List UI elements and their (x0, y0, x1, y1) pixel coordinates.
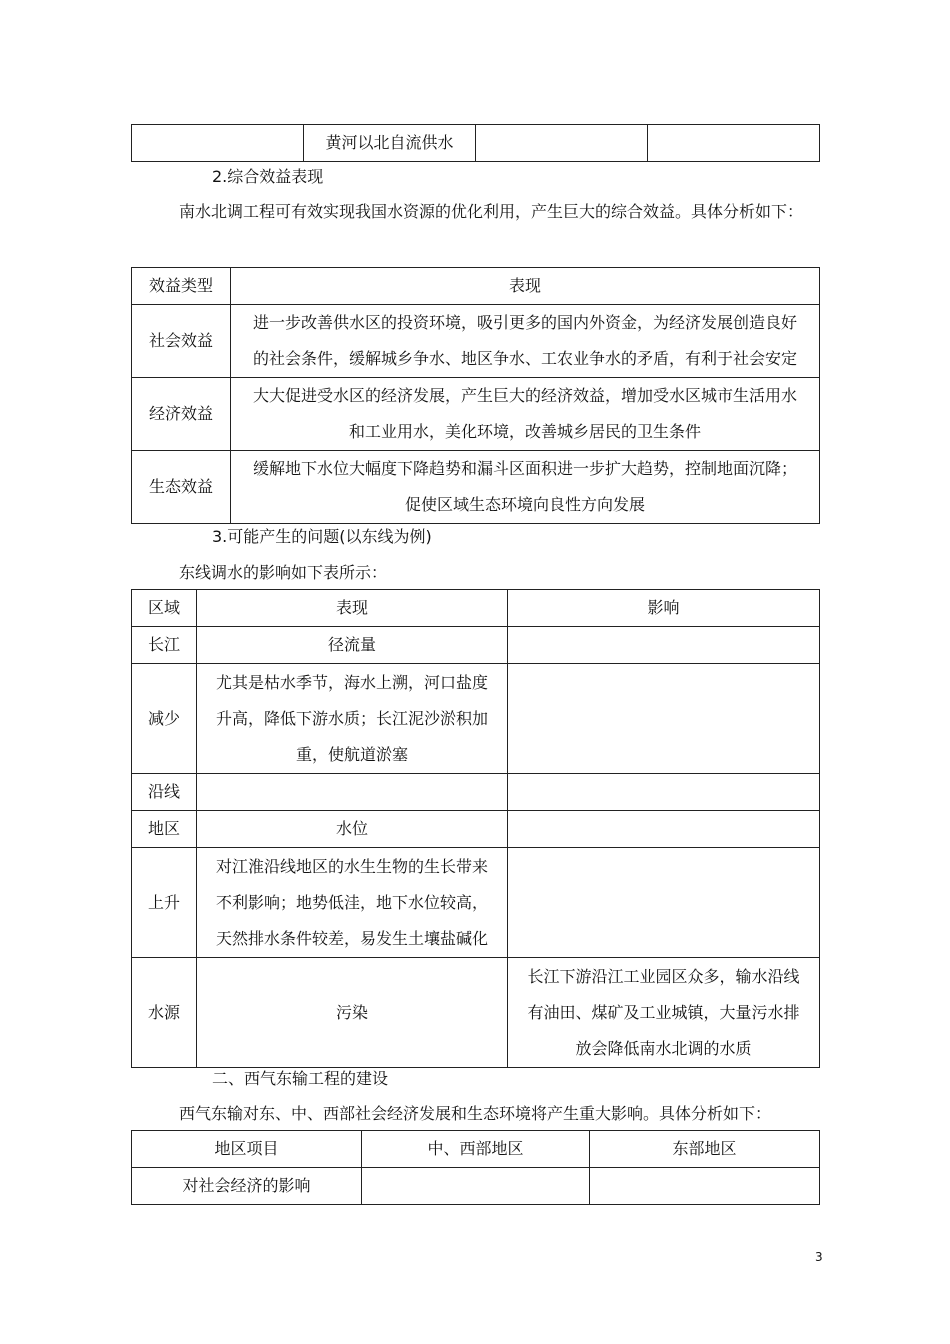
benefit-type: 生态效益 (132, 451, 231, 524)
section-intro: 西气东输对东、中、西部社会经济发展和生态环境将产生重大影响。具体分析如下： (179, 1104, 772, 1123)
region-cell: 地区 (132, 811, 197, 848)
region-cell: 上升 (132, 848, 197, 958)
table-header: 中、西部地区 (362, 1131, 590, 1168)
text-line: 进一步改善供水区的投资环境，吸引更多的国内外资金，为经济发展创造良好 (252, 313, 797, 332)
text-line: 水位 (335, 819, 368, 838)
text-line: 和工业用水，美化环境，改善城乡居民的卫生条件 (348, 422, 701, 441)
benefit-description (231, 451, 820, 524)
gas-pipeline-table (131, 1130, 820, 1205)
benefit-table (131, 267, 820, 524)
performance-cell (197, 664, 508, 774)
benefit-type: 经济效益 (132, 378, 231, 451)
region-cell: 长江 (132, 627, 197, 664)
table-cell (362, 1168, 590, 1205)
text-line: 不利影响；地势低洼，地下水位较高， (215, 892, 488, 912)
text-line: 的社会条件，缓解城乡争水、地区争水、工农业争水的矛盾，有利于社会安定 (252, 349, 797, 368)
table-header: 表现 (197, 590, 508, 627)
text-line: 放会降低南水北调的水质 (575, 1038, 752, 1058)
table-header: 东部地区 (590, 1131, 820, 1168)
east-route-impact-table (131, 589, 820, 1068)
effect-cell (508, 848, 820, 958)
performance-cell (197, 811, 508, 848)
effect-cell (508, 958, 820, 1068)
table-header: 表现 (231, 268, 820, 305)
text-line: 有油田、煤矿及工业城镇，大量污水排 (527, 1002, 800, 1022)
table-cell: 黄河以北自流供水 (304, 125, 476, 162)
table-row (132, 627, 820, 664)
text-line: 促使区域生态环境向良性方向发展 (404, 495, 645, 514)
table-header: 地区项目 (132, 1131, 362, 1168)
table-row (132, 811, 820, 848)
table-header: 影响 (508, 590, 820, 627)
table-row (132, 305, 820, 378)
table-header: 区域 (132, 590, 197, 627)
table-row (132, 664, 820, 774)
effect-cell (508, 811, 820, 848)
table-row (132, 451, 820, 524)
table-cell (648, 125, 820, 162)
section-intro: 东线调水的影响如下表所示： (179, 563, 388, 582)
performance-cell (197, 627, 508, 664)
text-line: 重，使航道淤塞 (295, 744, 408, 764)
region-cell: 减少 (132, 664, 197, 774)
benefit-description (231, 378, 820, 451)
performance-cell (197, 848, 508, 958)
section-heading: 3.可能产生的问题(以东线为例) (212, 527, 432, 546)
effect-cell (508, 627, 820, 664)
text-line: 缓解地下水位大幅度下降趋势和漏斗区面积进一步扩大趋势，控制地面沉降； (252, 459, 797, 478)
benefit-description (231, 305, 820, 378)
region-cell: 水源 (132, 958, 197, 1068)
text-line: 径流量 (327, 635, 376, 654)
effect-cell (508, 774, 820, 811)
region-cell: 沿线 (132, 774, 197, 811)
item-cell: 对社会经济的影响 (132, 1168, 362, 1205)
text-line: 大大促进受水区的经济发展，产生巨大的经济效益，增加受水区城市生活用水 (252, 386, 797, 405)
water-supply-table-continued (131, 124, 820, 162)
section-heading: 二、西气东输工程的建设 (212, 1069, 389, 1088)
table-cell (476, 125, 648, 162)
text-line: 污染 (335, 1002, 368, 1022)
text-line: 对江淮沿线地区的水生生物的生长带来 (215, 856, 488, 876)
table-row (132, 958, 820, 1068)
table-cell (590, 1168, 820, 1205)
effect-cell (508, 664, 820, 774)
performance-cell (197, 958, 508, 1068)
section-intro: 南水北调工程可有效实现我国水资源的优化利用，产生巨大的综合效益。具体分析如下： (179, 202, 804, 221)
table-row (132, 774, 820, 811)
table-row (132, 1168, 820, 1205)
performance-cell (197, 774, 508, 811)
section-heading: 2.综合效益表现 (212, 167, 324, 186)
table-header: 效益类型 (132, 268, 231, 305)
table-row (132, 848, 820, 958)
text-line: 升高，降低下游水质；长江泥沙淤积加 (215, 708, 488, 728)
table-cell (132, 125, 304, 162)
page-number: 3 (815, 1250, 823, 1264)
text-line: 长江下游沿江工业园区众多，输水沿线 (527, 966, 800, 986)
text-line: 尤其是枯水季节，海水上溯，河口盐度 (215, 672, 488, 692)
table-row (132, 378, 820, 451)
benefit-type: 社会效益 (132, 305, 231, 378)
text-line: 天然排水条件较差，易发生土壤盐碱化 (215, 928, 488, 948)
